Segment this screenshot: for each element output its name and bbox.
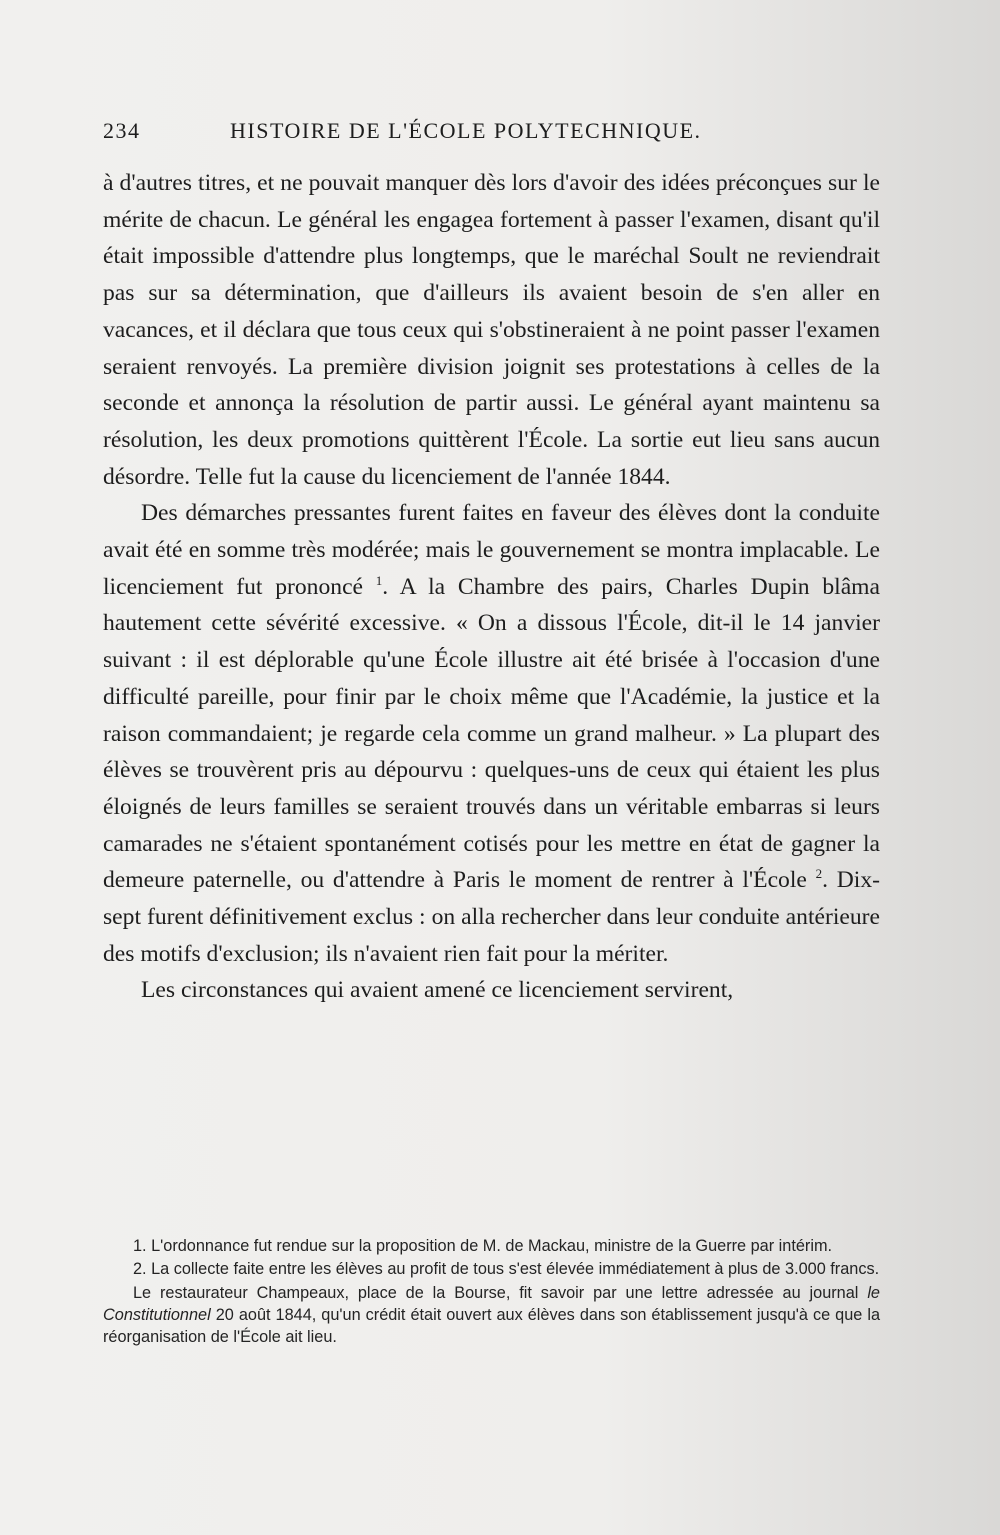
footnote-2: 2. La collecte faite entre les élèves au profit de tous s'est élevée immédiatement à plus de 3.000 francs.	[133, 1260, 880, 1279]
footnote-ref-1: 1	[375, 572, 383, 588]
page-header	[103, 118, 883, 152]
footnote-ref-2: 2	[815, 866, 823, 882]
page-number: 234	[103, 118, 141, 143]
paragraph-1	[103, 165, 880, 495]
paragraph-1-text: à d'autres titres, et ne pouvait manquer dès lors d'avoir des idées préconçues sur le mérite de chacun. Le général les engagea fortement à passer l'examen, disant qu'il était impossible d'attendre plus longtemps, que le maréchal Soult ne reviendrait pas sur sa détermination, que d'ailleurs ils avaient besoin de s'en aller en vacances, et il déclara que tous ceux qui s'obstineraient à ne point passer l'examen seraient renvoyés. La première division joignit ses protestations à celles de la seconde et annonça la résolution de partir aussi. Le général ayant maintenu sa résolution, les deux promotions quittèrent l'École. La sortie eut lieu sans aucun désordre. Telle fut la cause du licenciement de l'année 1844.	[103, 170, 880, 490]
footnotes	[103, 1235, 880, 1349]
newspaper-title: le Constitutionnel	[103, 1283, 880, 1324]
footnote-3-text-b: 20 août 1844, qu'un crédit était ouvert aux élèves dans son établissement jusqu'à ce que la réorganisation de l'École ait lieu.	[103, 1305, 880, 1347]
footnote-1: 1. L'ordonnance fut rendue sur la proposition de M. de Mackau, ministre de la Guerre par intérim.	[133, 1237, 833, 1255]
paragraph-3-text: Les circonstances qui avaient amené ce licenciement servirent,	[141, 977, 734, 1004]
paragraph-3	[103, 972, 880, 1009]
footnote-3-text-a: Le restaurateur Champeaux, place de la Bourse, fit savoir par une lettre adressée au journal	[133, 1283, 859, 1302]
paragraph-2-text-b: . A la Chambre des pairs, Charles Dupin blâma hautement cette sévérité excessive. « On a dissous l'École, dit-il le 14 janvier suivant : il est déplorable qu'une École illustre ait été brisée à l'occasion d'une difficulté pareille, pour finir par le choix même que l'Académie, la justice et la raison commandaient; je regarde cela comme un grand malheur. » La plupart des élèves se trouvèrent pris au dépourvu : quelques-uns de ceux qui étaient les plus éloignés de leurs familles se seraient trouvés dans un véritable embarras si leurs camarades ne s'étaient spontanément cotisés pour les mettre en état de gagner la demeure paternelle, ou d'attendre à Paris le moment de rentrer à l'École	[103, 573, 880, 894]
main-text	[103, 165, 880, 1009]
paragraph-2	[103, 495, 880, 972]
running-title: HISTOIRE DE L'ÉCOLE POLYTECHNIQUE.	[230, 118, 702, 143]
footnote-3	[103, 1282, 880, 1349]
paragraph-2-text-c: . Dix-sept furent définitivement exclus : on alla rechercher dans leur conduite antérieure des motifs d'exclusion; ils n'avaient rien fait pour la mériter.	[103, 867, 880, 967]
paragraph-2-text-a: Des démarches pressantes furent faites en faveur des élèves dont la conduite avait été en somme très modérée; mais le gouvernement se montra implacable. Le licenciement fut prononcé	[103, 500, 880, 600]
